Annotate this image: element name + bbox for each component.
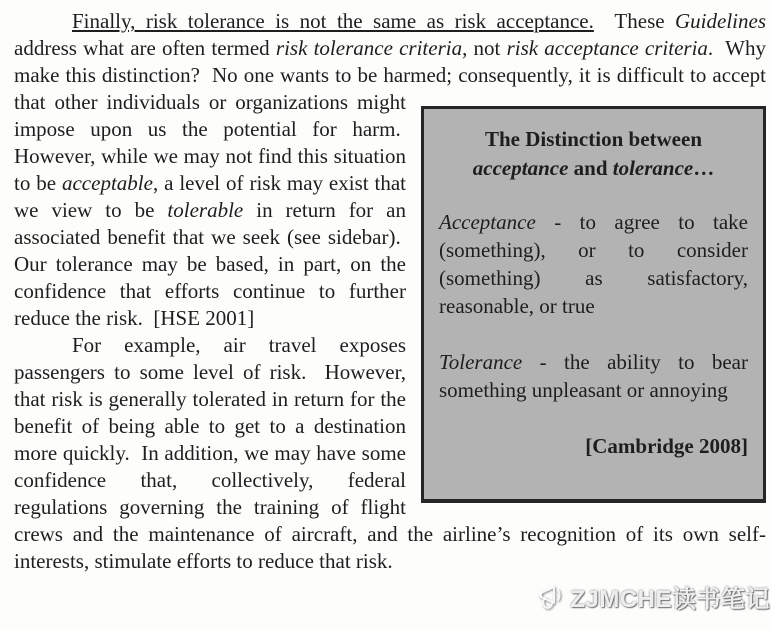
watermark (535, 579, 770, 614)
text-run: in return for an associated benefit that we seek (see sidebar). Our tolerance may be based, in part, on the confidence that efforts continue to further reduce the risk. [HSE 2001] (14, 198, 406, 330)
tolerance-definition (439, 348, 748, 404)
risk-tolerance-criteria-italic: risk tolerance criteria (275, 36, 463, 60)
acceptance-word: Acceptance (439, 210, 536, 234)
text-run: and (568, 156, 613, 180)
acceptable-italic: acceptable (61, 171, 153, 195)
ellipsis: … (693, 156, 715, 180)
text-run: These (593, 9, 676, 33)
text-run: . Why make this distinction? No one wants to be harmed; consequently, it is difficult to accept that other individuals or organizations (14, 36, 766, 114)
megaphone-icon (535, 581, 569, 613)
text-run: - the ability to bear something unpleasant or annoying (439, 350, 748, 402)
text-run: - to agree to take (something), or to consider (something) as satisfactory, reasonable, or true (439, 210, 748, 318)
text-run: might impose upon us the potential for harm. However, while we may not find this situation to be (14, 90, 406, 195)
acceptance-definition (439, 208, 748, 320)
distinction-sidebar-box (421, 106, 766, 503)
tolerable-italic: tolerable (167, 198, 244, 222)
watermark-text: ZJMCHE读书笔记 (570, 586, 770, 613)
guidelines-italic: Guidelines (675, 9, 766, 33)
text-run: , not (462, 36, 507, 60)
text-run: , a level of risk may exist that we view to be (14, 171, 406, 222)
tolerance-term: tolerance (612, 156, 694, 180)
sidebar-title-line1: The Distinction between (485, 127, 702, 151)
cambridge-citation: [Cambridge 2008] (585, 434, 748, 458)
tolerance-word: Tolerance (439, 350, 523, 374)
risk-acceptance-criteria-italic: risk acceptance criteria (506, 36, 708, 60)
acceptance-term: acceptance (472, 156, 569, 180)
sidebar-title (439, 125, 748, 183)
underlined-thesis: Finally, risk tolerance is not the same as risk acceptance. (72, 9, 594, 33)
text-run: address what are often termed (14, 36, 276, 60)
sidebar-title-line2 (439, 154, 748, 183)
paragraph-2: For example, air travel exposes passengers to some level of risk. However, that risk is generally tolerated in return for the benefit of being able to get to a destination more quickly. In addition, we may have some confidence that, collectively, federal regulations governing the training of flight crews and the maintenance of aircraft, and the airline’s recognition of its own self-interests, stimulate efforts to reduce that risk. (14, 333, 766, 573)
